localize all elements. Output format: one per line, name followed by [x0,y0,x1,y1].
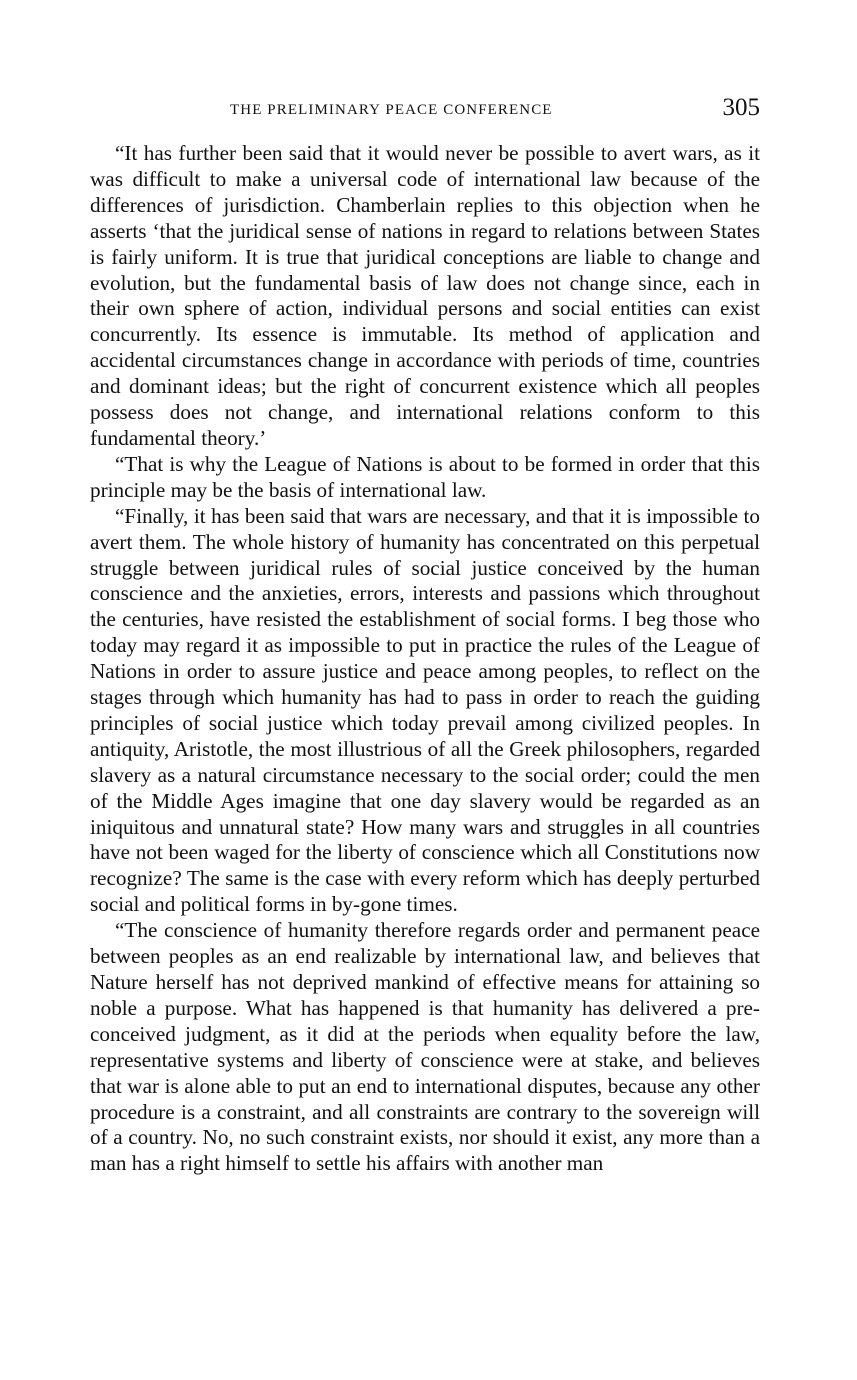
paragraph-conscience-of-humanity: “The conscience of humanity therefore regards order and permanent peace between peoples as an end realizable by international law, and believes that Nature herself has not deprived mankind of effective means for attaining so noble a purpose. What has happened is that humanity has delivered a pre-conceived judgment, as it did at the periods when equality before the law, representative systems and liberty of conscience were at stake, and believes that war is alone able to put an end to international disputes, because any other procedure is a constraint, and all constraints are contrary to the sovereign will of a country. No, no such constraint exists, nor should it exist, any more than a man has a right himself to settle his affairs with another man [90,918,760,1176]
page-number: 305 [722,94,760,121]
paragraph-chamberlain-quote: “It has further been said that it would never be possible to avert wars, as it was difficult to make a universal code of international law because of the differences of jurisdiction. Chamberlain replies to this objection when he asserts ‘that the juridical sense of nations in regard to relations between States is fairly uniform. It is true that juridical conceptions are liable to change and evolution, but the fundamental basis of law does not change since, each in their own sphere of action, individual persons and social entities can exist concurrently. Its essence is immutable. Its method of application and accidental circumstances change in accordance with periods of time, countries and dominant ideas; but the right of concurrent existence which all peoples possess does not change, and international relations conform to this fundamental theory.’ [90,141,760,450]
running-header [90,94,760,126]
running-title: THE PRELIMINARY PEACE CONFERENCE [230,102,553,118]
paragraph-league-purpose: “That is why the League of Nations is about to be formed in order that this principle may be the basis of international law. [90,451,760,502]
paragraph-wars-necessary: “Finally, it has been said that wars are necessary, and that it is impossible to avert them. The whole history of humanity has concentrated on this perpetual struggle between juridical rules of social justice conceived by the human conscience and the anxieties, errors, interests and passions which throughout the centuries, have resisted the establishment of social forms. I beg those who today may regard it as impossible to put in practice the rules of the League of Nations in order to assure justice and peace among peoples, to reflect on the stages through which humanity has had to pass in order to reach the guiding principles of social justice which today prevail among civilized peoples. In antiquity, Aristotle, the most illustrious of all the Greek philosophers, regarded slavery as a natural circumstance necessary to the social order; could the men of the Middle Ages imagine that one day slavery would be regarded as an iniquitous and unnatural state? How many wars and struggles in all countries have not been waged for the liberty of conscience which all Constitutions now recognize? The same is the case with every reform which has deeply perturbed social and political forms in by-gone times. [90,503,760,917]
body-text [90,141,760,1177]
